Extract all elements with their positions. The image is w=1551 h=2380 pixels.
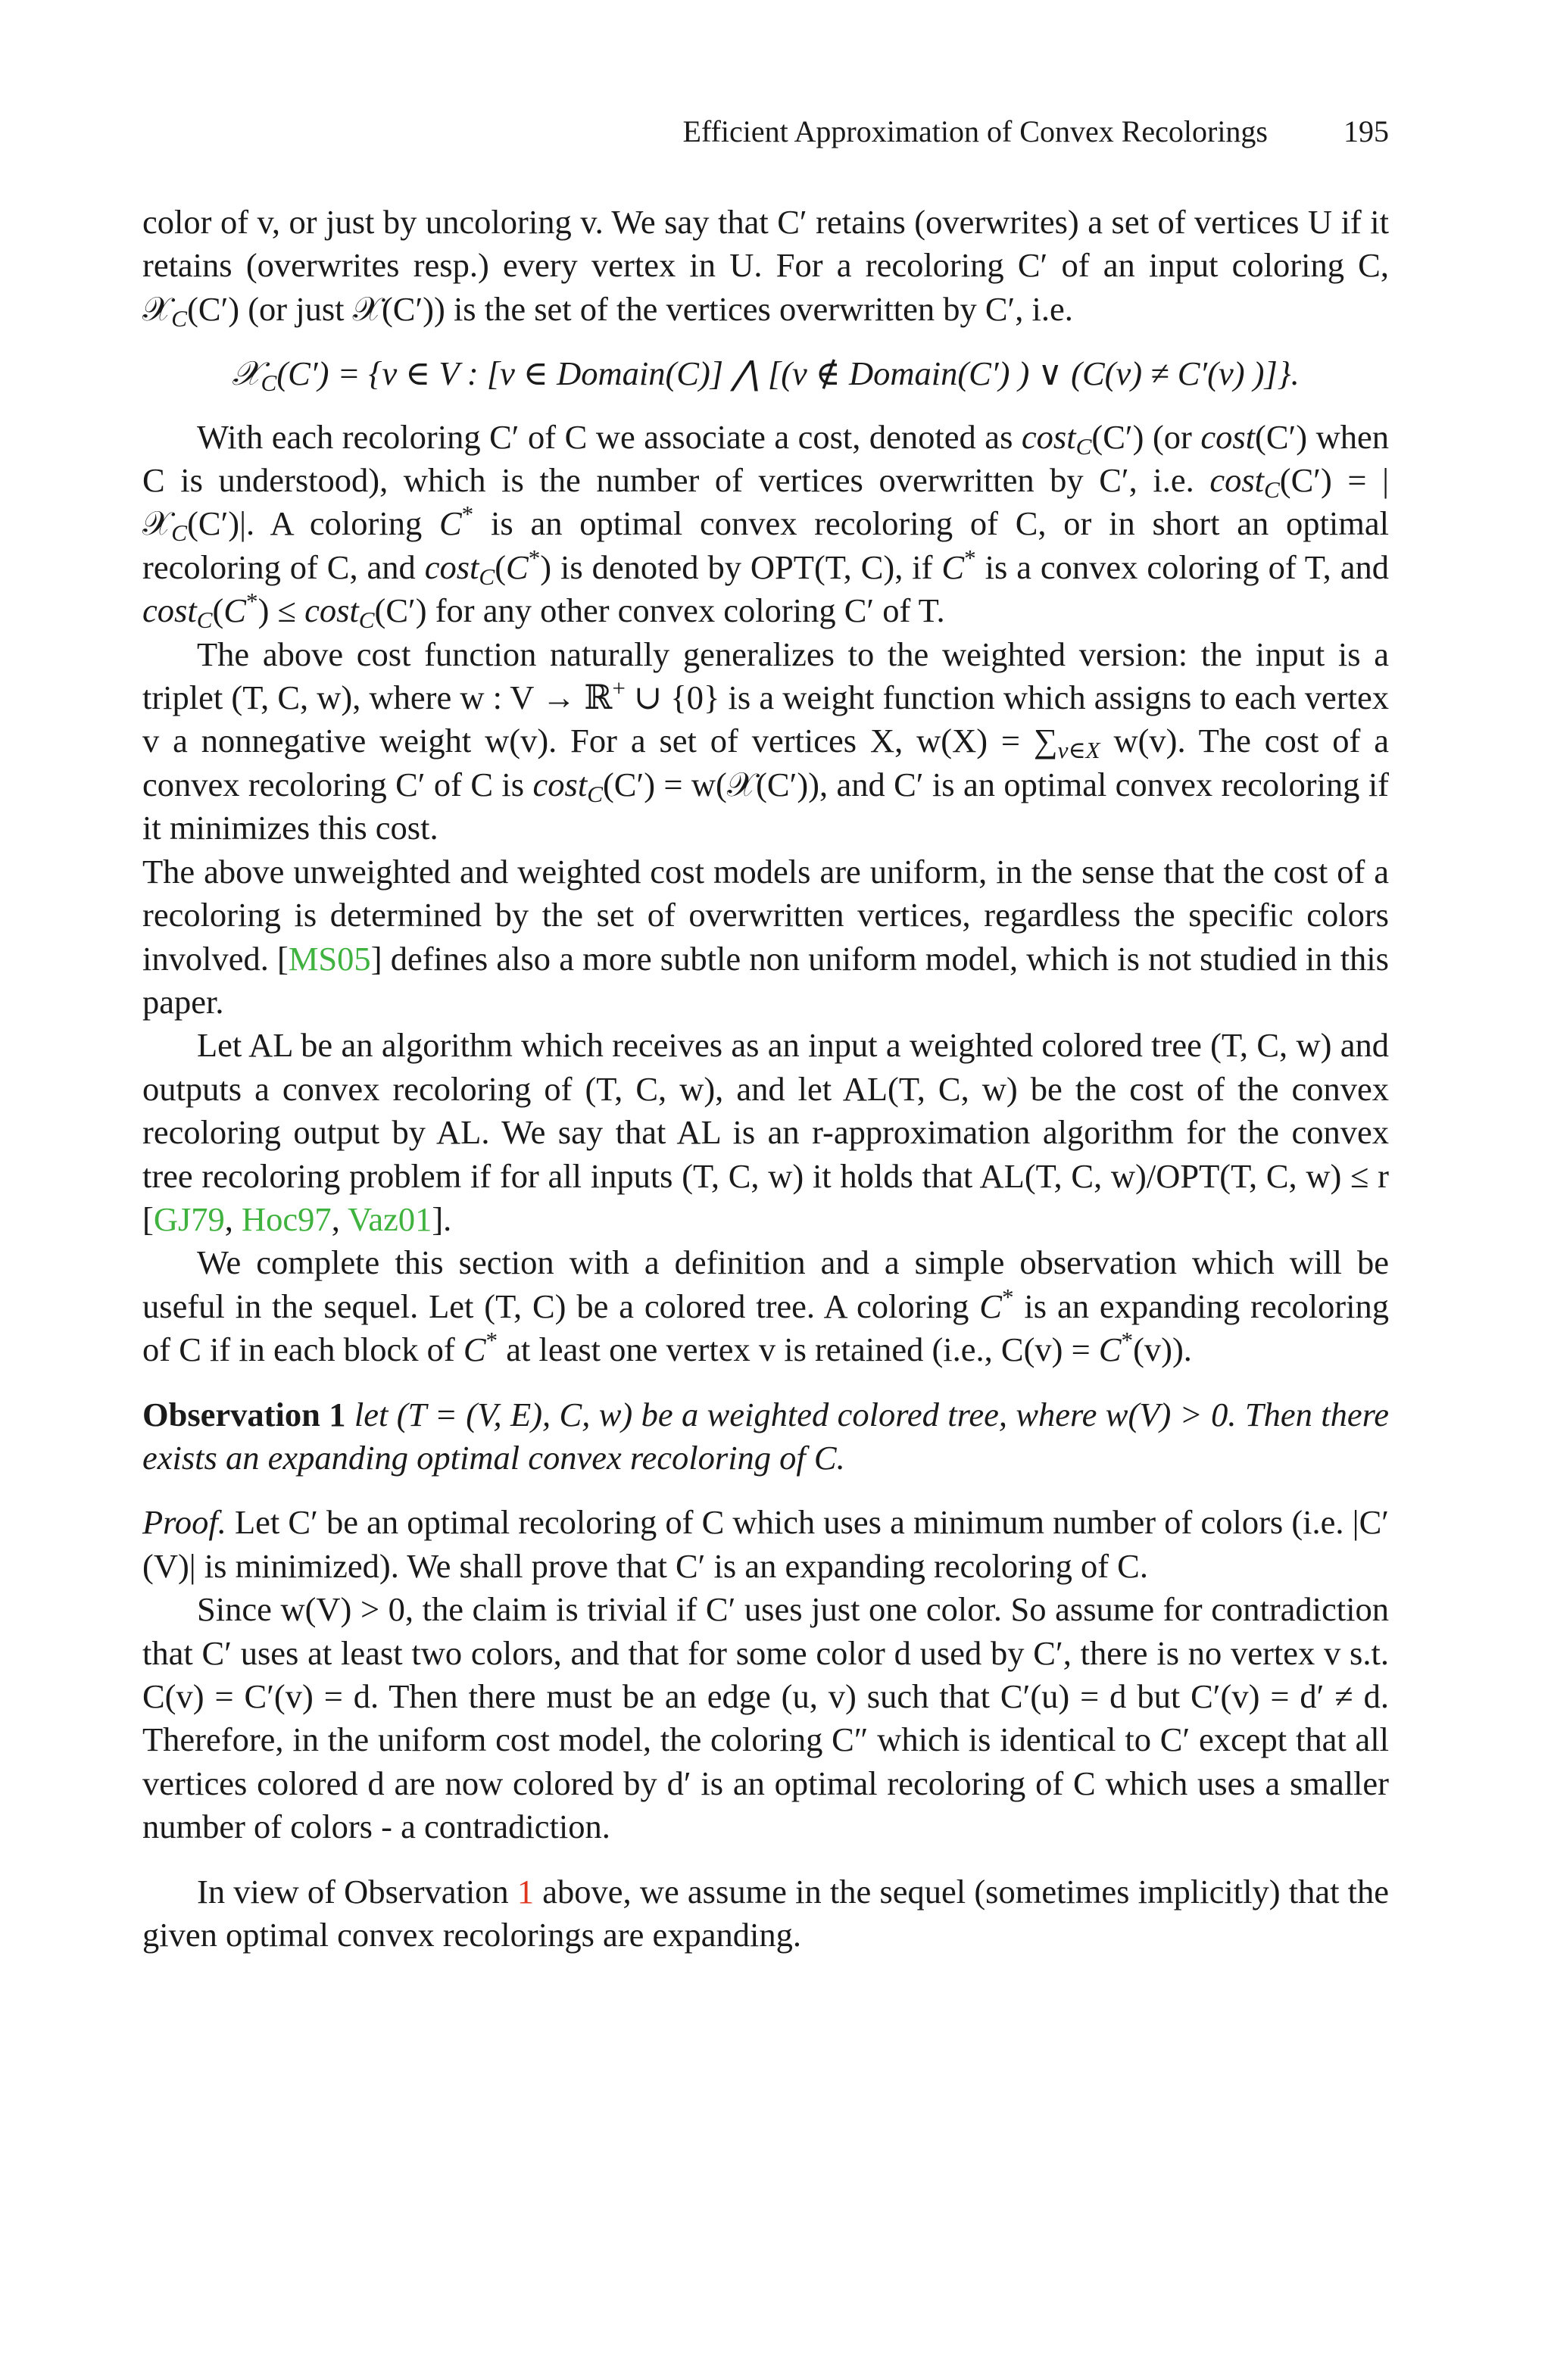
running-title: Efficient Approximation of Convex Recolorings xyxy=(682,114,1268,148)
page-number: 195 xyxy=(1343,114,1389,148)
paragraph-p1: color of v, or just by uncoloring v. We say that C′ retains (overwrites) a set of vertices U if it retains (overwrites resp.) every vertex in U. For a recoloring C′ of an input coloring C, 𝒳$_C$(C′) (or just 𝒳(C′)) is the set of the vertices overwritten by C′, i.e. xyxy=(142,203,1389,332)
running-header xyxy=(142,114,1389,151)
body-text xyxy=(142,201,1389,1957)
observation-1: Observation 1 let (T = (V, E), C, w) be a weighted colored tree, where w(V) > 0. Then there exists an expanding optimal convex recoloring of C. xyxy=(142,1395,1389,1477)
paragraph-p3: The above cost function naturally generalizes to the weighted version: the input is a triplet (T, C, w), where w : V → ℝ+ ∪ {0} is a weight function which assigns to each vertex v a nonnegative weight w(v). For a set of vertices X, $w(X) = \sum_{v\in X}$ w(v). The cost of a convex recoloring C′ of C is cost$_C$(C′) = w(𝒳(C′)), and C′ is an optimal convex recoloring if it minimizes this cost. xyxy=(142,635,1389,847)
paragraph-p7: In view of Observation 1 above, we assume in the sequel (sometimes implicitly) that the given optimal convex recolorings are expanding. xyxy=(142,1872,1389,1954)
paragraph-p2: With each recoloring C′ of C we associate a cost, denoted as cost$_C$(C′) (or cost(C′) when C is understood), which is the number of vertices overwritten by C′, i.e. cost$_C$(C′) = |𝒳$_C$(C′)|. A coloring C* is an optimal convex recoloring of C, or in short an optimal recoloring of C, and cost$_C$(C*) is denoted by OPT(T, C), if C* is a convex coloring of T, and cost$_C$(C*) ≤ cost$_C$(C′) for any other convex coloring C′ of T. xyxy=(142,417,1390,634)
paragraph-p4: The above unweighted and weighted cost models are uniform, in the sense that the cost of a recoloring is determined by the set of overwritten vertices, regardless the specific colors involved. [MS05] defines also a more subtle non uniform model, which is not studied in this paper. xyxy=(142,852,1389,1021)
proof-paragraph-2: Since w(V) > 0, the claim is trivial if C′ uses just one color. So assume for contradiction that C′ uses at least two colors, and that for some color d used by C′, there is no vertex v s.t. C(v) = C′(v) = d. Then there must be an edge (u, v) such that C′(u) = d but C′(v) = d′ ≠ d. Therefore, in the uniform cost model, the coloring C″ which is identical to C′ except that all vertices colored d are now colored by d′ is an optimal recoloring of C which uses a smaller number of colors - a contradiction. xyxy=(142,1590,1389,1846)
paragraph-p6: We complete this section with a definition and a simple observation which will be useful in the sequel. Let (T, C) be a colored tree. A coloring C* is an expanding recoloring of C if in each block of C* at least one vertex v is retained (i.e., C(v) = C*(v)). xyxy=(142,1243,1389,1369)
paragraph-p5: Let AL be an algorithm which receives as an input a weighted colored tree (T, C, w) and outputs a convex recoloring of (T, C, w), and let AL(T, C, w) be the cost of the convex recoloring output by AL. We say that AL is an r-approximation algorithm for the convex tree recoloring problem if for all inputs (T, C, w) it holds that AL(T, C, w)/OPT(T, C, w) ≤ r [GJ79, Hoc97, Vaz01]. xyxy=(142,1026,1389,1238)
display-equation: 𝒳$_C$(C′) = {v ∈ V : [v ∈ Domain(C)] ⋀ [(v ∉ Domain(C′) ) ∨ (C(v) ≠ C′(v) )]}. xyxy=(232,354,1300,396)
proof-paragraph-1: Proof. Let C′ be an optimal recoloring of C which uses a minimum number of colors (i.e. |C′(V)| is minimized). We shall prove that C′ is an expanding recoloring of C. xyxy=(142,1503,1389,1585)
